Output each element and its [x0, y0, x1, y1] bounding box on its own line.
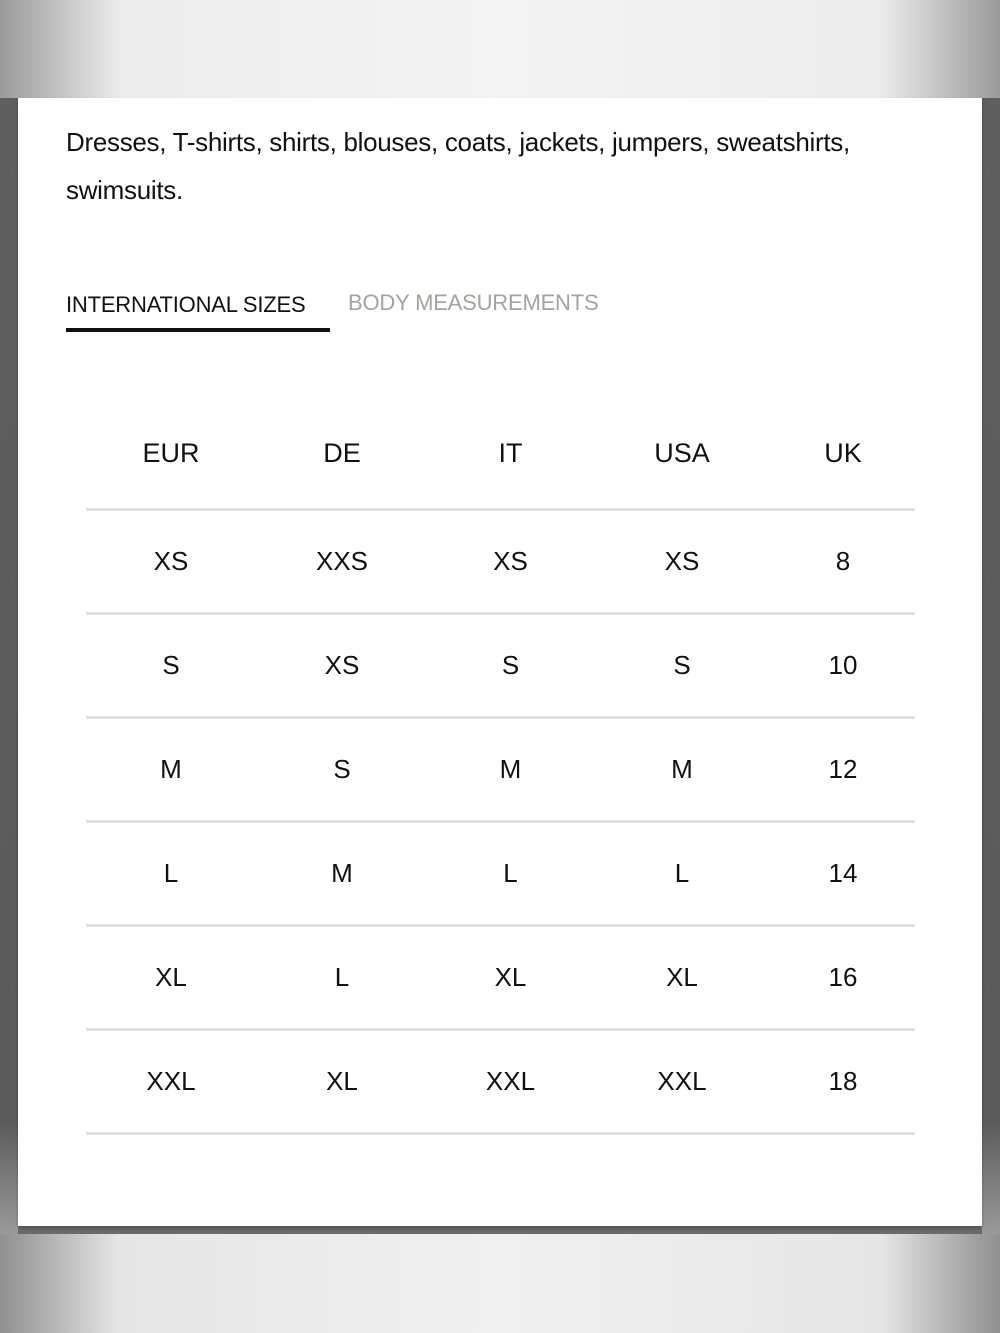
- table-cell: 16: [771, 925, 915, 1029]
- size-guide-panel: [18, 98, 982, 1226]
- table-cell: XS: [428, 509, 593, 613]
- column-header-de: DE: [256, 400, 428, 509]
- column-header-usa: USA: [593, 400, 771, 509]
- table-cell: XL: [86, 925, 256, 1029]
- table-cell: XS: [256, 613, 428, 717]
- table-cell: XXL: [86, 1029, 256, 1133]
- background-left: [0, 98, 18, 1234]
- table-row: [86, 509, 915, 613]
- table-cell: 14: [771, 821, 915, 925]
- table-cell: 18: [771, 1029, 915, 1133]
- active-tab-underline: [66, 328, 330, 332]
- table-cell: XL: [256, 1029, 428, 1133]
- table-row: [86, 821, 915, 925]
- table-cell: L: [86, 821, 256, 925]
- table-cell: XXS: [256, 509, 428, 613]
- background-right: [982, 98, 1000, 1234]
- table-cell: 10: [771, 613, 915, 717]
- table-row: [86, 613, 915, 717]
- table-cell: XL: [428, 925, 593, 1029]
- table-cell: 12: [771, 717, 915, 821]
- table-cell: XXL: [593, 1029, 771, 1133]
- column-header-uk: UK: [771, 400, 915, 509]
- table-cell: S: [256, 717, 428, 821]
- column-header-it: IT: [428, 400, 593, 509]
- table-cell: L: [593, 821, 771, 925]
- table-cell: L: [428, 821, 593, 925]
- table-header-row: [86, 400, 915, 509]
- table-cell: S: [428, 613, 593, 717]
- background-top: [0, 0, 1000, 98]
- background-bottom: [0, 1234, 1000, 1333]
- size-conversion-table: [86, 400, 915, 1135]
- table-cell: XS: [593, 509, 771, 613]
- table-row: [86, 1029, 915, 1133]
- table-cell: XS: [86, 509, 256, 613]
- tab-body-measurements[interactable]: BODY MEASUREMENTS: [348, 290, 599, 315]
- table-cell: XXL: [428, 1029, 593, 1133]
- table-row: [86, 925, 915, 1029]
- table-cell: L: [256, 925, 428, 1029]
- column-header-eur: EUR: [86, 400, 256, 509]
- table-cell: S: [593, 613, 771, 717]
- size-guide-tabs: [66, 290, 666, 340]
- table-cell: M: [593, 717, 771, 821]
- table-cell: M: [86, 717, 256, 821]
- garment-list-description: Dresses, T-shirts, shirts, blouses, coats, jackets, jumpers, sweatshirts, swimsuits.: [66, 127, 850, 205]
- table-cell: S: [86, 613, 256, 717]
- table-cell: XL: [593, 925, 771, 1029]
- tab-international-sizes[interactable]: INTERNATIONAL SIZES: [66, 292, 306, 317]
- table-cell: M: [428, 717, 593, 821]
- table-cell: 8: [771, 509, 915, 613]
- table-cell: M: [256, 821, 428, 925]
- table-row: [86, 717, 915, 821]
